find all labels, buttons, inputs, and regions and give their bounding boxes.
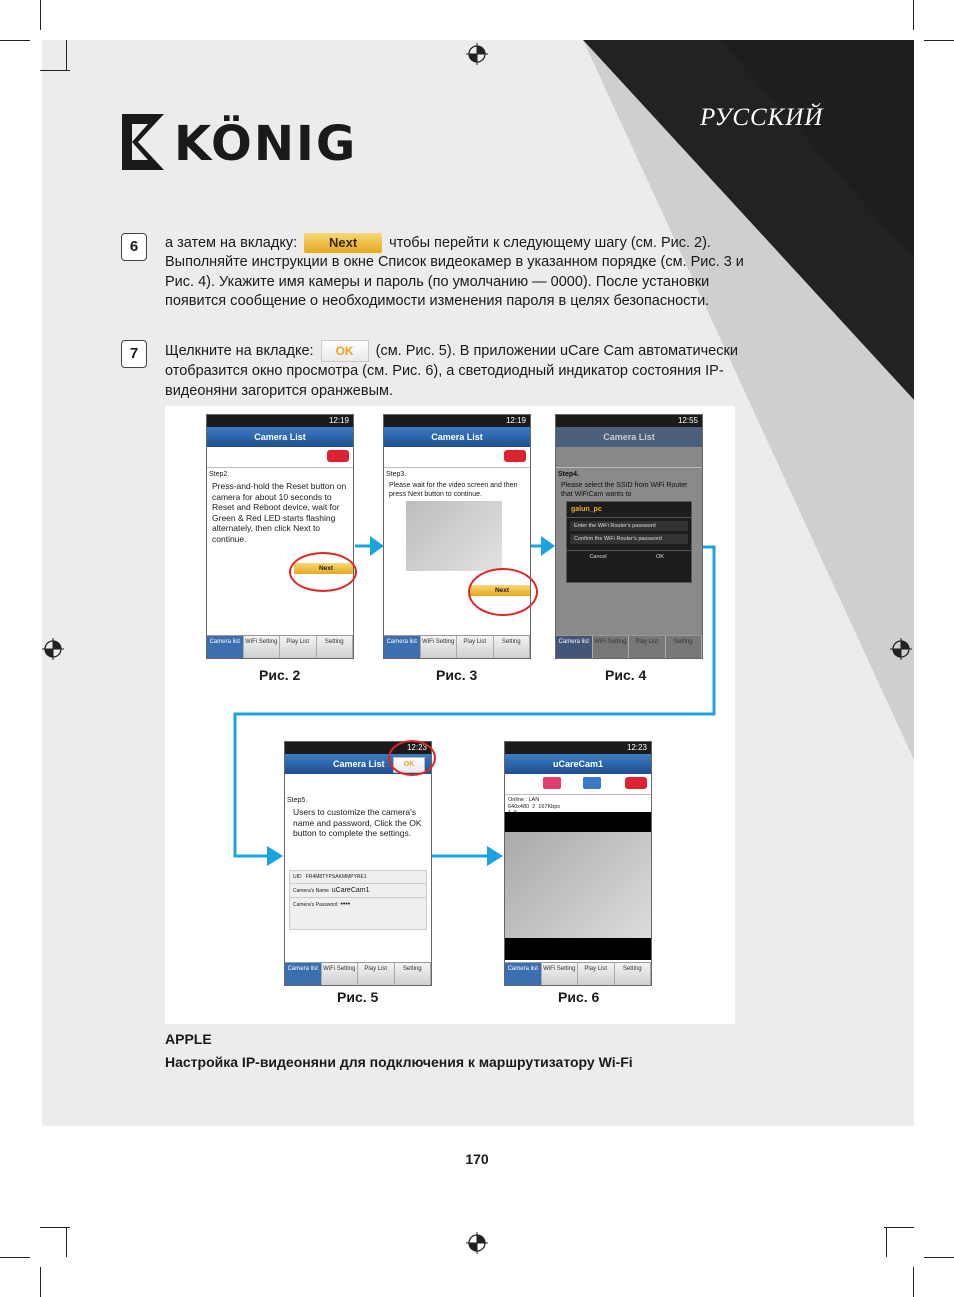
camera-name-label: Camera's Name: [293, 888, 329, 894]
phone-screenshot-fig4: [555, 414, 703, 659]
action-bar: [556, 447, 702, 468]
tab-setting: Setting: [666, 636, 703, 658]
video-view: [505, 832, 651, 938]
status-bar: 12:23: [285, 742, 431, 754]
highlight-circle: [468, 568, 538, 616]
tab-bar: [384, 635, 530, 658]
video-letterbox-top: [505, 812, 651, 832]
status-bar: 12:23: [505, 742, 651, 754]
uid-label: UID: [293, 874, 302, 880]
status-bar: 12:19: [207, 415, 353, 427]
resolution: 640x480: [508, 803, 530, 810]
language-label: РУССКИЙ: [700, 104, 824, 131]
ok-button: OK: [393, 757, 425, 773]
phone-screenshot-fig6: [504, 741, 652, 986]
caption-fig4: Рис. 4: [605, 667, 647, 683]
highlight-circle: [388, 740, 436, 776]
app-title: Camera List: [384, 427, 530, 447]
step-7-line1-before: Щелкните на вкладке:: [165, 342, 314, 359]
step-7-rest: отобразится окно просмотра (см. Рис. 6), а светодиодный индикатор состояния IP-видеоняни загорится оранжевым.: [165, 363, 724, 399]
tab-wifi-setting: WiFi Setting: [542, 963, 579, 985]
step-label: Step4.: [558, 471, 580, 478]
video-letterbox-bottom: [505, 938, 651, 960]
action-bar: [505, 774, 651, 795]
tab-setting: Setting: [615, 963, 652, 985]
ok-button: OK: [656, 554, 664, 560]
tab-camera-list: Camera list: [505, 963, 542, 985]
step-6-line1-before: а затем на вкладку:: [165, 234, 298, 251]
wifi-password-confirm-field: Confirm the WiFi Router's password: [570, 534, 688, 544]
tab-wifi-setting: WiFi Setting: [421, 636, 458, 658]
app-title: uCareCam1: [505, 754, 651, 774]
tab-setting: Setting: [494, 636, 531, 658]
record-icon: [543, 777, 561, 789]
camera-alert-icon: [327, 450, 349, 462]
fps: 2: [532, 803, 536, 810]
camera-settings-form: [289, 870, 427, 930]
app-title: Camera List: [285, 754, 431, 774]
tab-wifi-setting: WiFi Setting: [244, 636, 281, 658]
page-number: 170: [465, 1151, 489, 1167]
tab-wifi-setting: WiFi Setting: [593, 636, 630, 658]
phone-screenshot-fig2: [206, 414, 354, 659]
tab-wifi-setting: WiFi Setting: [322, 963, 359, 985]
step-number: 7: [121, 340, 147, 368]
tab-camera-list: Camera list: [556, 636, 593, 658]
tab-play-list: Play List: [358, 963, 395, 985]
tab-play-list: Play List: [457, 636, 494, 658]
tab-play-list: Play List: [578, 963, 615, 985]
tab-bar: [556, 635, 702, 658]
step-instructions: Users to customize the camera's name and password, Click the OK button to complete the settings.: [293, 807, 422, 838]
phone-screenshot-fig3: [383, 414, 531, 659]
connection-status: Online : LAN: [508, 797, 540, 803]
speaker-icon: [583, 777, 601, 789]
tab-bar: [207, 635, 353, 658]
bitrate: 167Kbps: [538, 803, 561, 810]
next-button: Next: [470, 585, 531, 596]
tab-camera-list: Camera list: [384, 636, 421, 658]
caption-fig3: Рис. 3: [436, 667, 478, 683]
uid-value: FR4M8TYPSAKMMPYRE1: [305, 874, 367, 880]
step-7-line1-after: (см. Рис. 5). В приложении uCare Cam автоматически: [375, 342, 738, 359]
camera-alert-icon: [625, 777, 647, 789]
step-label: Step2.: [209, 471, 230, 478]
action-bar: [384, 447, 530, 468]
step-instructions: Please wait for the video screen and then press Next button to continue.: [389, 482, 518, 498]
camera-password-field: ••••: [340, 901, 351, 908]
step-number: 6: [121, 233, 147, 261]
tab-play-list: Play List: [280, 636, 317, 658]
caption-fig2: Рис. 2: [259, 667, 301, 683]
step-6-rest: Выполняйте инструкции в окне Список видеокамер в указанном порядке (см. Рис. 3 и Рис. 4). Укажите имя камеры и пароль (по умолчанию — 0000). После установки появится сообщение о необходимости изменения пароля в целях безопасности.: [165, 254, 744, 310]
tab-setting: Setting: [317, 636, 354, 658]
wifi-password-dialog: [566, 501, 692, 583]
status-bar: 12:19: [384, 415, 530, 427]
tab-camera-list: Camera list: [207, 636, 244, 658]
app-title: Camera List: [556, 427, 702, 447]
camera-name-field: uCareCam1: [331, 887, 370, 894]
step-6-line1-after: чтобы перейти к следующему шагу (см. Рис. 2).: [389, 234, 711, 251]
status-bar: 12:55: [556, 415, 702, 427]
brand-name: KÖNIG: [174, 116, 358, 172]
step-instructions: Please select the SSID from WiFi Router that WiFiCam wants to: [561, 482, 688, 498]
section-title: APPLE: [165, 1031, 212, 1047]
caption-fig6: Рис. 6: [558, 989, 600, 1005]
tab-bar: [285, 962, 431, 985]
dialog-title: galun_pc: [567, 502, 691, 518]
step-label: Step5.: [287, 797, 308, 804]
next-button: Next: [294, 563, 354, 574]
app-title: Camera List: [207, 427, 353, 447]
action-bar: [207, 447, 353, 468]
tab-setting: Setting: [395, 963, 432, 985]
video-preview: [406, 501, 502, 571]
phone-screenshot-fig5: [284, 741, 432, 986]
highlight-circle: [289, 552, 357, 592]
cancel-button: Cancel: [589, 554, 607, 560]
wifi-password-field: Enter the WiFi Router's password: [570, 521, 688, 531]
section-subtitle: Настройка IP-видеоняни для подключения к маршрутизатору Wi-Fi: [165, 1054, 633, 1070]
camera-alert-icon: [504, 450, 526, 462]
tab-bar: [505, 962, 651, 985]
camera-password-label: Camera's Password: [293, 902, 338, 908]
step-instructions: Press-and-hold the Reset button on camera for about 10 seconds to Reset and Reboot device, wait for Green & Red LED starts flashing alternately, then click Next to continue.: [212, 481, 347, 544]
tab-play-list: Play List: [629, 636, 666, 658]
tab-camera-list: Camera list: [285, 963, 322, 985]
next-button-inline: Next: [304, 233, 382, 253]
ok-button-inline: OK: [321, 340, 369, 362]
caption-fig5: Рис. 5: [337, 989, 379, 1005]
step-label: Step3.: [386, 471, 407, 478]
